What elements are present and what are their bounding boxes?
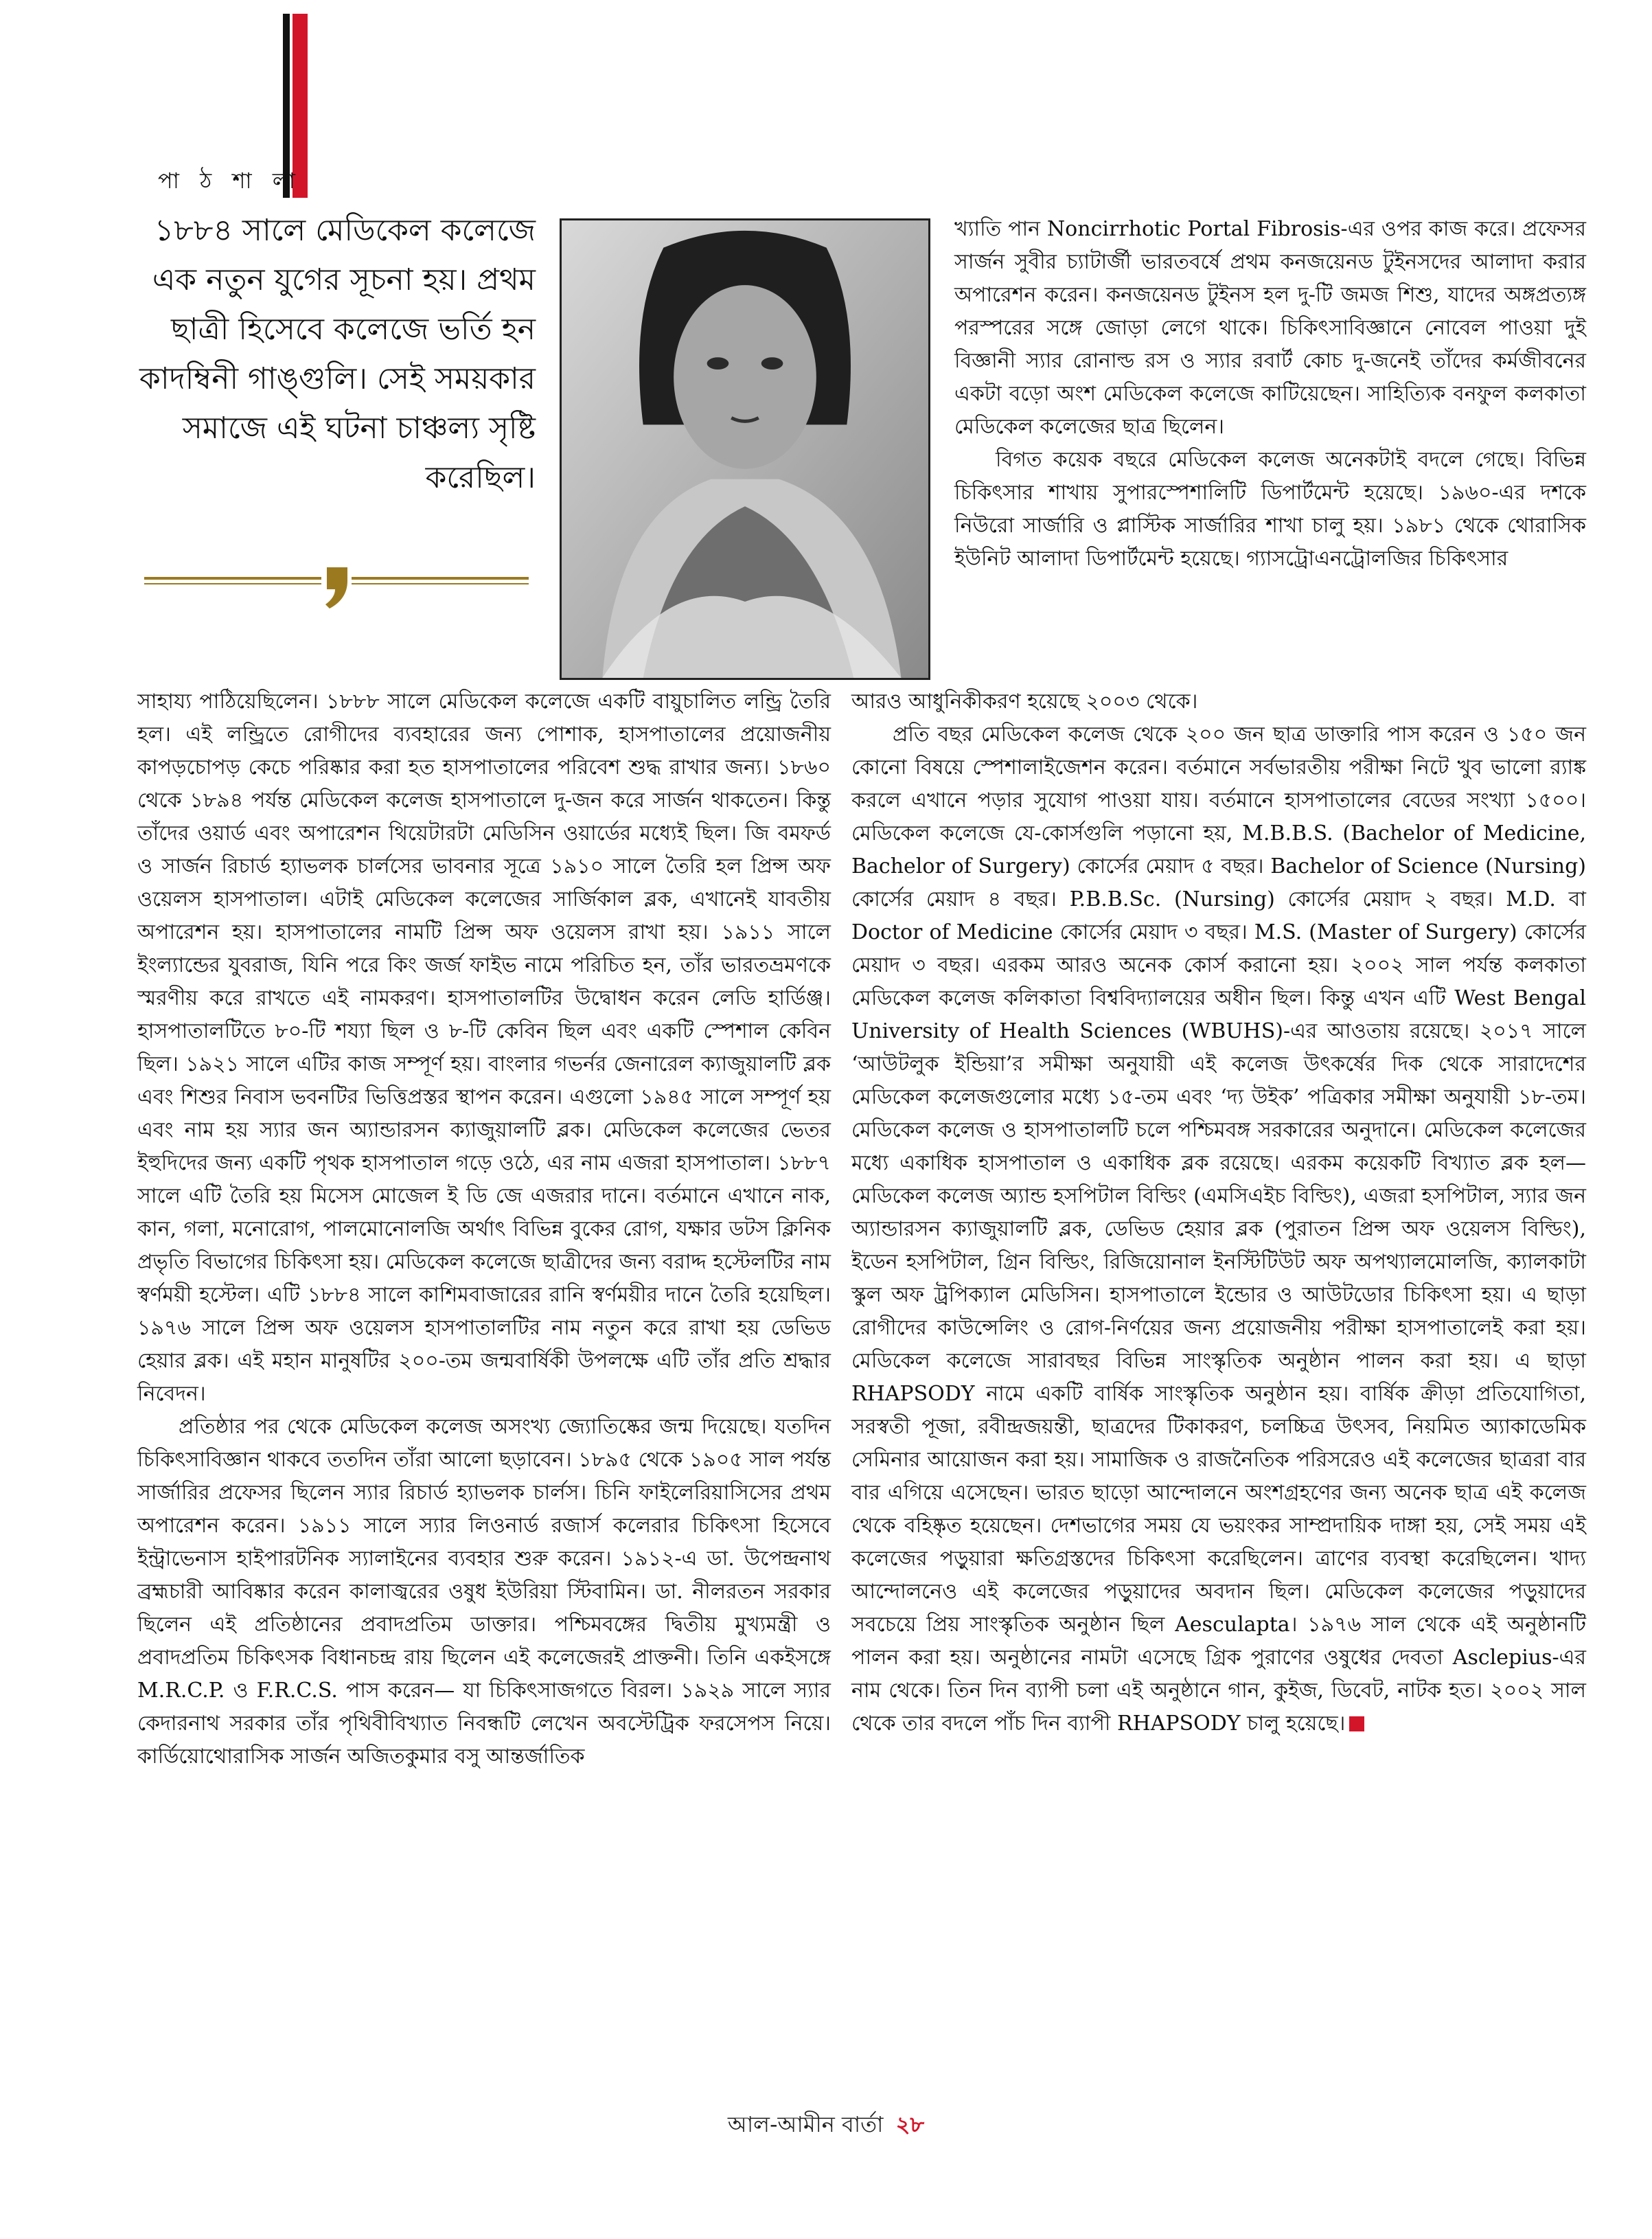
article-column-right <box>851 685 1586 1740</box>
article-column-right-top <box>954 213 1586 576</box>
paragraph-text: প্রতি বছর মেডিকেল কলেজ থেকে ২০০ জন ছাত্র ডাক্তারি পাস করেন ও ১৫০ জন কোনো বিষয়ে স্পেশালাইজেশন করেন। বর্তমানে সর্বভারতীয় পরীক্ষা নিটে খুব ভালো র‍্যাঙ্ক করলে এখানে পড়ার সুযোগ পাওয়া যায়। বর্তমানে হাসপাতালের বেডের সংখ্যা ১৫০০। মেডিকেল কলেজে যে-কোর্সগুলি পড়ানো হয়, M.B.B.S. (Bachelor of Medicine, Bachelor of Surgery) কোর্সের মেয়াদ ৫ বছর। Bachelor of Science (Nursing) কোর্সের মেয়াদ ৪ বছর। P.B.B.Sc. (Nursing) কোর্সের মেয়াদ ২ বছর। M.D. বা Doctor of Medicine কোর্সের মেয়াদ ৩ বছর। M.S. (Master of Surgery) কোর্সের মেয়াদ ৩ বছর। এরকম আরও অনেক কোর্স করানো হয়। ২০০২ সাল পর্যন্ত কলকাতা মেডিকেল কলেজ কলিকাতা বিশ্ববিদ্যালয়ের অধীন ছিল। কিন্তু এখন এটি West Bengal University of Health Sciences (WBUHS)-এর আওতায় রয়েছে। ২০১৭ সালে ‘আউটলুক ইন্ডিয়া’র সমীক্ষা অনুযায়ী এই কলেজ উৎকর্ষের দিক থেকে সারাদেশের মেডিকেল কলেজগুলোর মধ্যে ১৫-তম এবং ‘দ্য উইক’ পত্রিকার সমীক্ষা অনুযায়ী ১৮-তম। মেডিকেল কলেজ ও হাসপাতালটি চলে পশ্চিমবঙ্গ সরকারের অনুদানে। মেডিকেল কলেজের মধ্যে একাধিক হাসপাতাল ও একাধিক ব্লক রয়েছে। এরকম কয়েকটি বিখ্যাত ব্লক হল— মেডিকেল কলেজ অ্যান্ড হসপিটাল বিল্ডিং (এমসিএইচ বিল্ডিং), এজরা হসপিটাল, স্যার জন অ্যান্ডারসন ক্যাজুয়ালটি ব্লক, ডেভিড হেয়ার ব্লক (পুরাতন প্রিন্স অফ ওয়েলস বিল্ডিং), ইডেন হসপিটাল, গ্রিন বিল্ডিং, রিজিয়োনাল ইনস্টিটিউট অফ অপথ্যালমোলজি, ক্যালকাটা স্কুল অফ ট্রপিক্যাল মেডিসিন। হাসপাতালে ইন্ডোর ও আউটডোর চিকিৎসা হয়। এ ছাড়া রোগীদের কাউন্সেলিং ও রোগ-নির্ণয়ের জন্য প্রয়োজনীয় পরীক্ষা হাসপাতালেই করা হয়। মেডিকেল কলেজে সারাবছর বিভিন্ন সাংস্কৃতিক অনুষ্ঠান পালন করা হয়। এ ছাড়া RHAPSODY নামে একটি বার্ষিক সাংস্কৃতিক অনুষ্ঠান হয়। বার্ষিক ক্রীড়া প্রতিযোগিতা, সরস্বতী পূজা, রবীন্দ্রজয়ন্তী, ছাত্রদের টিকাকরণ, চলচ্চিত্র উৎসব, নিয়মিত অ্যাকাডেমিক সেমিনার আয়োজন করা হয়। সামাজিক ও রাজনৈতিক পরিসরেও এই কলেজের ছাত্ররা বার বার এগিয়ে এসেছেন। ভারত ছাড়ো আন্দোলনে অংশগ্রহণের জন্য অনেক ছাত্র এই কলেজ থেকে বহিষ্কৃত হয়েছেন। দেশভাগের সময় যে ভয়ংকর সাম্প্রদায়িক দাঙ্গা হয়, সেই সময় এই কলেজের পড়ুয়ারা ক্ষতিগ্রস্তদের চিকিৎসা করেছিলেন। ত্রাণের ব্যবস্থা করেছিলেন। খাদ্য আন্দোলনেও এই কলেজের পড়ুয়াদের অবদান ছিল। মেডিকেল কলেজের পড়ুয়াদের সবচেয়ে প্রিয় সাংস্কৃতিক অনুষ্ঠান ছিল Aesculapta। ১৯৭৬ সাল থেকে এই অনুষ্ঠানটি পালন করা হয়। অনুষ্ঠানের নামটা এসেছে গ্রিক পুরাণের ওষুধের দেবতা Asclepius-এর নাম থেকে। তিন দিন ব্যাপী চলা এই অনুষ্ঠানে গান, কুইজ, ডিবেট, নাটক হত। ২০০২ সাল থেকে তার বদলে পাঁচ দিন ব্যাপী RHAPSODY চালু হয়েছে। <box>851 723 1586 1736</box>
paragraph-last <box>851 718 1586 1740</box>
publication-name: আল-আমীন বার্তা <box>727 2111 884 2137</box>
paragraph: সাহায্য পাঠিয়েছিলেন। ১৮৮৮ সালে মেডিকেল কলেজে একটি বায়ুচালিত লন্ড্রি তৈরি হল। এই লন্ড্রিতে রোগীদের ব্যবহারের জন্য পোশাক, হাসপাতালের প্রয়োজনীয় কাপড়চোপড় কেচে পরিষ্কার করা হত হাসপাতালের পরিবেশ শুদ্ধ রাখার জন্য। ১৮৬০ থেকে ১৮৯৪ পর্যন্ত মেডিকেল কলেজ হাসপাতালে দু-জন করে সার্জন থাকতেন। কিন্তু তাঁদের ওয়ার্ড এবং অপারেশন থিয়েটারটা মেডিসিন ওয়ার্ডের মধ্যেই ছিল। জি বমফর্ড ও সার্জন রিচার্ড হ্যাভলক চার্লসের ভাবনার সূত্রে ১৯১০ সালে তৈরি হল প্রিন্স অফ ওয়েলস হাসপাতাল। এটাই মেডিকেল কলেজের সার্জিকাল ব্লক, এখানেই যাবতীয় অপারেশন হয়। হাসপাতালের নামটি প্রিন্স অফ ওয়েলস রাখা হয়। ১৯১১ সালে ইংল্যান্ডের যুবরাজ, যিনি পরে কিং জর্জ ফাইভ নামে পরিচিত হন, তাঁর ভারতভ্রমণকে স্মরণীয় করে রাখতে এই নামকরণ। হাসপাতালটির উদ্বোধন করেন লেডি হার্ডিঞ্জ। হাসপাতালটিতে ৮০-টি শয্যা ছিল ও ৮-টি কেবিন ছিল এবং একটি স্পেশাল কেবিন ছিল। ১৯২১ সালে এটির কাজ সম্পূর্ণ হয়। বাংলার গভর্নর জেনারেল ক্যাজুয়ালটি ব্লক এবং শিশুর নিবাস ভবনটির ভিত্তিপ্রস্তর স্থাপন করেন। এগুলো ১৯৪৫ সালে সম্পূর্ণ হয় এবং নাম হয় স্যার জন অ্যান্ডারসন ক্যাজুয়ালটি ব্লক। মেডিকেল কলেজের ভেতর ইহুদিদের জন্য একটি পৃথক হাসপাতাল গড়ে ওঠে, এর নাম এজরা হাসপাতাল। ১৮৮৭ সালে এটি তৈরি হয় মিসেস মোজেল ই ডি জে এজরার দানে। বর্তমানে এখানে নাক, কান, গলা, মনোরোগ, পালমোনোলজি অর্থাৎ বিভিন্ন বুকের রোগ, যক্ষার ডটস ক্লিনিক প্রভৃতি বিভাগের চিকিৎসা হয়। মেডিকেল কলেজে ছাত্রীদের জন্য বরাদ্দ হস্টেলটির নাম স্বর্ণময়ী হস্টেল। এটি ১৮৮৪ সালে কাশিমবাজারের রানি স্বর্ণময়ীর দানে তৈরি হয়েছিল। ১৯৭৬ সালে প্রিন্স অফ ওয়েলস হাসপাতালটির নাম নতুন করে রাখা হয় ডেভিড হেয়ার ব্লক। এই মহান মানুষটির ২০০-তম জন্মবার্ষিকী উপলক্ষে এটি তাঁর প্রতি শ্রদ্ধার নিবেদন। <box>137 690 831 1406</box>
paragraph: বিগত কয়েক বছরে মেডিকেল কলেজ অনেকটাই বদলে গেছে। বিভিন্ন চিকিৎসার শাখায় সুপারস্পেশালিটি ডিপার্টমেন্ট হয়েছে। ১৯৬০-এর দশকে নিউরো সার্জারি ও প্লাস্টিক সার্জারির শাখা চালু হয়। ১৯৮১ থেকে থোরাসিক ইউনিট আলাদা ডিপার্টমেন্ট হয়েছে। গ্যাসট্রোএনট্রোলজির চিকিৎসার <box>954 448 1586 571</box>
quote-ornament-icon <box>144 563 529 611</box>
page-footer <box>0 2107 1652 2144</box>
portrait-photo <box>560 218 930 680</box>
page-number: ২৮ <box>895 2111 925 2137</box>
paragraph: আরও আধুনিকীকরণ হয়েছে ২০০৩ থেকে। <box>851 690 1198 714</box>
paragraph: প্রতিষ্ঠার পর থেকে মেডিকেল কলেজ অসংখ্য জ্যোতিষ্কের জন্ম দিয়েছে। যতদিন চিকিৎসাবিজ্ঞান থাকবে ততদিন তাঁরা আলো ছড়াবেন। ১৮৯৫ থেকে ১৯০৫ সাল পর্যন্ত সার্জারির প্রফেসর ছিলেন স্যার রিচার্ড হ্যাভলক চার্লস। চিনি ফাইলেরিয়াসিসের প্রথম অপারেশন করেন। ১৯১১ সালে স্যার লিওনার্ড রজার্স কলেরার চিকিৎসা হিসেবে ইন্ট্রাভেনাস হাইপারটনিক স্যালাইনের ব্যবহার শুরু করেন। ১৯১২-এ ডা. উপেন্দ্রনাথ ব্রহ্মচারী আবিষ্কার করেন কালাজ্বরের ওষুধ ইউরিয়া স্টিবামিন। ডা. নীলরতন সরকার ছিলেন এই প্রতিষ্ঠানের প্রবাদপ্রতিম ডাক্তার। পশ্চিমবঙ্গের দ্বিতীয় মুখ্যমন্ত্রী ও প্রবাদপ্রতিম চিকিৎসক বিধানচন্দ্র রায় ছিলেন এই কলেজেরই প্রাক্তনী। তিনি একইসঙ্গে M.R.C.P. ও F.R.C.S. পাস করেন— যা চিকিৎসাজগতে বিরল। ১৯২৯ সালে স্যার কেদারনাথ সরকার তাঁর পৃথিবীবিখ্যাত নিবন্ধটি লেখেন অবস্টেট্রিক ফরসেপস নিয়ে। কার্ডিয়োথোরাসিক সার্জন অজিতকুমার বসু আন্তর্জাতিক <box>137 1415 831 1769</box>
paragraph: খ্যাতি পান Noncirrhotic Portal Fibrosis-এর ওপর কাজ করে। প্রফেসর সার্জন সুবীর চ্যাটার্জী ভারতবর্ষে প্রথম কনজয়েনড টুইনসদের আলাদা করার অপারেশন করেন। কনজয়েনড টুইনস হল দু-টি জমজ শিশু, যাদের অঙ্গপ্রত্যঙ্গ পরস্পরের সঙ্গে জোড়া লেগে থাকে। চিকিৎসাবিজ্ঞানে নোবেল পাওয়া দুই বিজ্ঞানী স্যার রোনাল্ড রস ও স্যার রবার্ট কোচ দু-জনেই তাঁদের কর্মজীবনের একটা বড়ো অংশ মেডিকেল কলেজে কাটিয়েছেন। সাহিত্যিক বনফুল কলকাতা মেডিকেল কলেজের ছাত্র ছিলেন। <box>954 217 1586 439</box>
pullquote: ১৮৮৪ সালে মেডিকেল কলেজে এক নতুন যুগের সূচনা হয়। প্রথম ছাত্রী হিসেবে কলেজে ভর্তি হন কাদম্বিনী গাঙ্গুলি। সেই সময়কার সমাজে এই ঘটনা চাঞ্চল্য সৃষ্টি করেছিল। <box>139 213 536 495</box>
end-mark-icon <box>1349 1716 1364 1731</box>
section-label: পা ঠ শা লা <box>158 168 302 194</box>
article-column-left <box>137 685 831 1773</box>
